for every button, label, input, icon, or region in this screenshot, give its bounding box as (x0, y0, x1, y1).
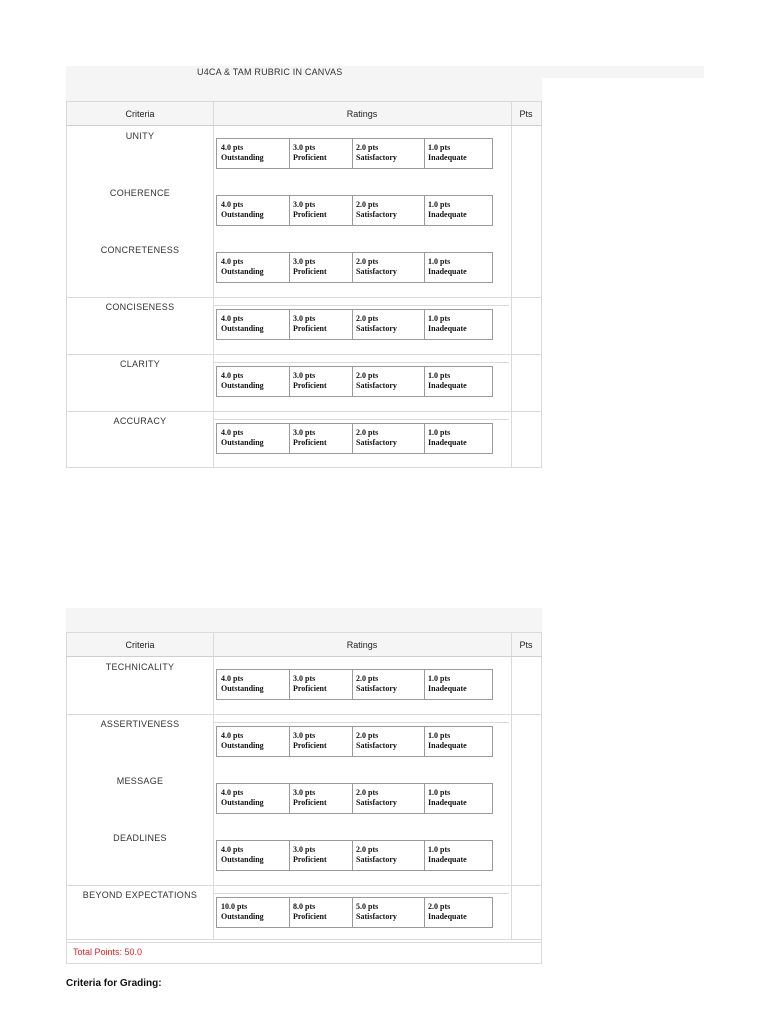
rating-option[interactable] (221, 257, 264, 277)
ratings-box (216, 309, 493, 340)
rating-points: 2.0 pts (356, 845, 379, 854)
rating-option[interactable] (221, 428, 264, 448)
rating-divider (289, 196, 290, 225)
rating-points: 1.0 pts (428, 428, 451, 437)
rating-points: 4.0 pts (221, 257, 244, 266)
rating-points: 2.0 pts (356, 257, 379, 266)
rating-points: 3.0 pts (293, 200, 316, 209)
rubric-title-band-lower (66, 78, 542, 102)
rating-label: Proficient (293, 684, 327, 693)
rating-points: 2.0 pts (428, 902, 451, 911)
pts-header: Pts (519, 109, 533, 119)
rubric-row (67, 354, 541, 412)
rubric-row (67, 240, 541, 298)
criterion-name: MESSAGE (116, 776, 164, 786)
rating-divider (352, 784, 353, 813)
rating-label: Satisfactory (356, 324, 397, 333)
rating-label: Proficient (293, 381, 327, 390)
rating-option[interactable] (221, 731, 264, 751)
rating-label: Outstanding (221, 912, 264, 921)
rating-option[interactable] (293, 674, 327, 694)
rating-label: Satisfactory (356, 855, 397, 864)
rating-divider (289, 367, 290, 396)
rating-points: 4.0 pts (221, 371, 244, 380)
rating-label: Proficient (293, 798, 327, 807)
rating-label: Outstanding (221, 324, 264, 333)
criteria-header: Criteria (67, 102, 214, 125)
rating-option[interactable] (293, 731, 327, 751)
ratings-box (216, 195, 493, 226)
rating-option[interactable] (356, 902, 397, 922)
rubric-row (67, 183, 541, 240)
rating-label: Inadequate (428, 741, 467, 750)
rating-divider (352, 310, 353, 339)
rating-option[interactable] (428, 143, 467, 163)
rubric-title: U4CA & TAM RUBRIC IN CANVAS (197, 67, 343, 77)
rating-option[interactable] (428, 371, 467, 391)
criterion-name: ACCURACY (113, 416, 167, 426)
rating-option[interactable] (221, 314, 264, 334)
rating-option[interactable] (293, 845, 327, 865)
ratings-top-line (214, 362, 509, 363)
rating-points: 3.0 pts (293, 845, 316, 854)
ratings-top-line (214, 305, 509, 306)
rating-label: Satisfactory (356, 684, 397, 693)
rating-option[interactable] (428, 731, 467, 751)
rating-points: 3.0 pts (293, 788, 316, 797)
rubric-row (67, 297, 541, 355)
rating-option[interactable] (356, 731, 397, 751)
total-points: Total Points: 50.0 (66, 939, 542, 964)
rating-points: 4.0 pts (221, 428, 244, 437)
rating-option[interactable] (221, 902, 264, 922)
rating-label: Proficient (293, 855, 327, 864)
rating-divider (352, 670, 353, 699)
rating-points: 10.0 pts (221, 902, 248, 911)
rating-divider (424, 424, 425, 453)
rating-option[interactable] (356, 314, 397, 334)
rating-points: 1.0 pts (428, 314, 451, 323)
rating-points: 2.0 pts (356, 674, 379, 683)
rating-label: Proficient (293, 267, 327, 276)
rating-label: Inadequate (428, 267, 467, 276)
rating-points: 1.0 pts (428, 845, 451, 854)
rating-points: 3.0 pts (293, 371, 316, 380)
rubric-row (67, 828, 541, 886)
rating-label: Outstanding (221, 684, 264, 693)
ratings-box (216, 669, 493, 700)
criterion-name: COHERENCE (109, 188, 171, 198)
rubric1-header (66, 101, 542, 126)
rating-points: 1.0 pts (428, 143, 451, 152)
rating-option[interactable] (221, 845, 264, 865)
rating-option[interactable] (293, 428, 327, 448)
ratings-top-line (214, 419, 509, 420)
rating-divider (424, 898, 425, 927)
rating-points: 1.0 pts (428, 788, 451, 797)
criterion-name: BEYOND EXPECTATIONS (82, 890, 198, 900)
rating-points: 2.0 pts (356, 314, 379, 323)
rating-divider (424, 841, 425, 870)
criterion-name: DEADLINES (113, 833, 167, 843)
rating-divider (289, 310, 290, 339)
rating-option[interactable] (293, 257, 327, 277)
rating-label: Satisfactory (356, 267, 397, 276)
rating-label: Outstanding (221, 798, 264, 807)
rating-label: Satisfactory (356, 438, 397, 447)
rating-option[interactable] (356, 371, 397, 391)
ratings-box (216, 138, 493, 169)
criteria-header: Criteria (67, 633, 214, 656)
rating-divider (352, 253, 353, 282)
rating-label: Proficient (293, 741, 327, 750)
criterion-name: ASSERTIVENESS (100, 719, 180, 729)
rubric-row (67, 771, 541, 828)
rating-label: Inadequate (428, 381, 467, 390)
rating-option[interactable] (221, 674, 264, 694)
rating-points: 4.0 pts (221, 674, 244, 683)
rating-option[interactable] (221, 143, 264, 163)
ratings-top-line (214, 893, 509, 894)
rating-points: 4.0 pts (221, 731, 244, 740)
rating-option[interactable] (356, 674, 397, 694)
ratings-box (216, 783, 493, 814)
rating-points: 3.0 pts (293, 257, 316, 266)
rubric-row (67, 657, 541, 715)
rating-option[interactable] (293, 788, 327, 808)
rating-points: 1.0 pts (428, 200, 451, 209)
rating-label: Inadequate (428, 438, 467, 447)
rating-divider (289, 139, 290, 168)
rating-divider (424, 310, 425, 339)
rating-label: Inadequate (428, 684, 467, 693)
rating-divider (424, 253, 425, 282)
rating-points: 2.0 pts (356, 143, 379, 152)
rating-divider (424, 727, 425, 756)
rating-divider (289, 784, 290, 813)
rating-points: 4.0 pts (221, 845, 244, 854)
rating-option[interactable] (428, 200, 467, 220)
rating-divider (352, 424, 353, 453)
rating-points: 4.0 pts (221, 788, 244, 797)
rating-option[interactable] (221, 788, 264, 808)
rating-points: 8.0 pts (293, 902, 316, 911)
rating-points: 3.0 pts (293, 731, 316, 740)
rating-label: Satisfactory (356, 153, 397, 162)
rating-points: 3.0 pts (293, 314, 316, 323)
rating-points: 1.0 pts (428, 731, 451, 740)
rating-points: 1.0 pts (428, 371, 451, 380)
rating-divider (352, 727, 353, 756)
rating-points: 2.0 pts (356, 788, 379, 797)
criterion-name: CONCRETENESS (100, 245, 180, 255)
rating-divider (289, 841, 290, 870)
rating-option[interactable] (356, 257, 397, 277)
rating-option[interactable] (221, 371, 264, 391)
rating-points: 2.0 pts (356, 731, 379, 740)
rating-divider (289, 727, 290, 756)
rating-points: 1.0 pts (428, 674, 451, 683)
rating-label: Inadequate (428, 324, 467, 333)
rubric-title-band (66, 66, 704, 78)
rubric-row (67, 411, 541, 468)
rating-option[interactable] (221, 200, 264, 220)
rating-label: Outstanding (221, 855, 264, 864)
rating-label: Satisfactory (356, 381, 397, 390)
rating-label: Proficient (293, 438, 327, 447)
rating-option[interactable] (428, 845, 467, 865)
rating-divider (352, 898, 353, 927)
rubric1-body (66, 126, 542, 468)
ratings-box (216, 366, 493, 397)
rating-label: Proficient (293, 210, 327, 219)
rubric2-top-band (66, 608, 542, 632)
rating-label: Inadequate (428, 912, 467, 921)
rating-option[interactable] (293, 143, 327, 163)
ratings-box (216, 897, 493, 928)
ratings-top-line (214, 722, 509, 723)
rating-label: Outstanding (221, 210, 264, 219)
rating-label: Outstanding (221, 267, 264, 276)
criterion-name: TECHNICALITY (105, 662, 175, 672)
rating-label: Outstanding (221, 381, 264, 390)
criterion-name: CLARITY (119, 359, 161, 369)
rubric2-header (66, 632, 542, 657)
rating-label: Proficient (293, 324, 327, 333)
rating-label: Outstanding (221, 438, 264, 447)
rating-label: Satisfactory (356, 741, 397, 750)
rating-divider (424, 367, 425, 396)
criteria-for-grading-heading: Criteria for Grading: (66, 978, 162, 989)
ratings-box (216, 423, 493, 454)
rating-points: 2.0 pts (356, 200, 379, 209)
rating-divider (352, 367, 353, 396)
rating-option[interactable] (428, 788, 467, 808)
rubric-row (67, 126, 541, 183)
ratings-header: Ratings (213, 102, 512, 125)
rating-option[interactable] (356, 428, 397, 448)
rating-divider (424, 196, 425, 225)
rating-option[interactable] (356, 845, 397, 865)
ratings-box (216, 252, 493, 283)
rubric-row (67, 885, 541, 943)
criterion-name: UNITY (125, 131, 155, 141)
criterion-name: CONCISENESS (105, 302, 175, 312)
rating-points: 4.0 pts (221, 143, 244, 152)
rubric-row (67, 714, 541, 771)
rating-label: Satisfactory (356, 798, 397, 807)
rating-label: Satisfactory (356, 912, 397, 921)
rating-label: Inadequate (428, 153, 467, 162)
rating-option[interactable] (293, 902, 327, 922)
rating-option[interactable] (428, 257, 467, 277)
ratings-box (216, 726, 493, 757)
rating-option[interactable] (293, 371, 327, 391)
ratings-header: Ratings (213, 633, 512, 656)
rating-label: Proficient (293, 153, 327, 162)
rating-points: 1.0 pts (428, 257, 451, 266)
rating-option[interactable] (428, 428, 467, 448)
pts-header: Pts (519, 640, 533, 650)
rating-divider (352, 841, 353, 870)
rating-divider (289, 670, 290, 699)
rating-points: 3.0 pts (293, 428, 316, 437)
rating-option[interactable] (293, 200, 327, 220)
rubric2-body (66, 657, 542, 940)
ratings-box (216, 840, 493, 871)
rating-points: 2.0 pts (356, 371, 379, 380)
rating-option[interactable] (428, 674, 467, 694)
rating-points: 4.0 pts (221, 200, 244, 209)
rating-label: Outstanding (221, 153, 264, 162)
rating-option[interactable] (356, 143, 397, 163)
rating-label: Outstanding (221, 741, 264, 750)
rating-divider (289, 424, 290, 453)
rating-label: Inadequate (428, 855, 467, 864)
rating-option[interactable] (356, 200, 397, 220)
rating-divider (424, 670, 425, 699)
rating-divider (289, 253, 290, 282)
rating-option[interactable] (293, 314, 327, 334)
rating-option[interactable] (428, 902, 467, 922)
rating-divider (289, 898, 290, 927)
rating-divider (424, 784, 425, 813)
rating-label: Inadequate (428, 210, 467, 219)
rating-points: 4.0 pts (221, 314, 244, 323)
rating-label: Satisfactory (356, 210, 397, 219)
rating-points: 3.0 pts (293, 143, 316, 152)
rating-points: 2.0 pts (356, 428, 379, 437)
rating-label: Proficient (293, 912, 327, 921)
rating-points: 5.0 pts (356, 902, 379, 911)
rating-divider (352, 196, 353, 225)
rating-divider (352, 139, 353, 168)
rating-option[interactable] (356, 788, 397, 808)
rating-points: 3.0 pts (293, 674, 316, 683)
rating-label: Inadequate (428, 798, 467, 807)
rating-option[interactable] (428, 314, 467, 334)
rating-divider (424, 139, 425, 168)
